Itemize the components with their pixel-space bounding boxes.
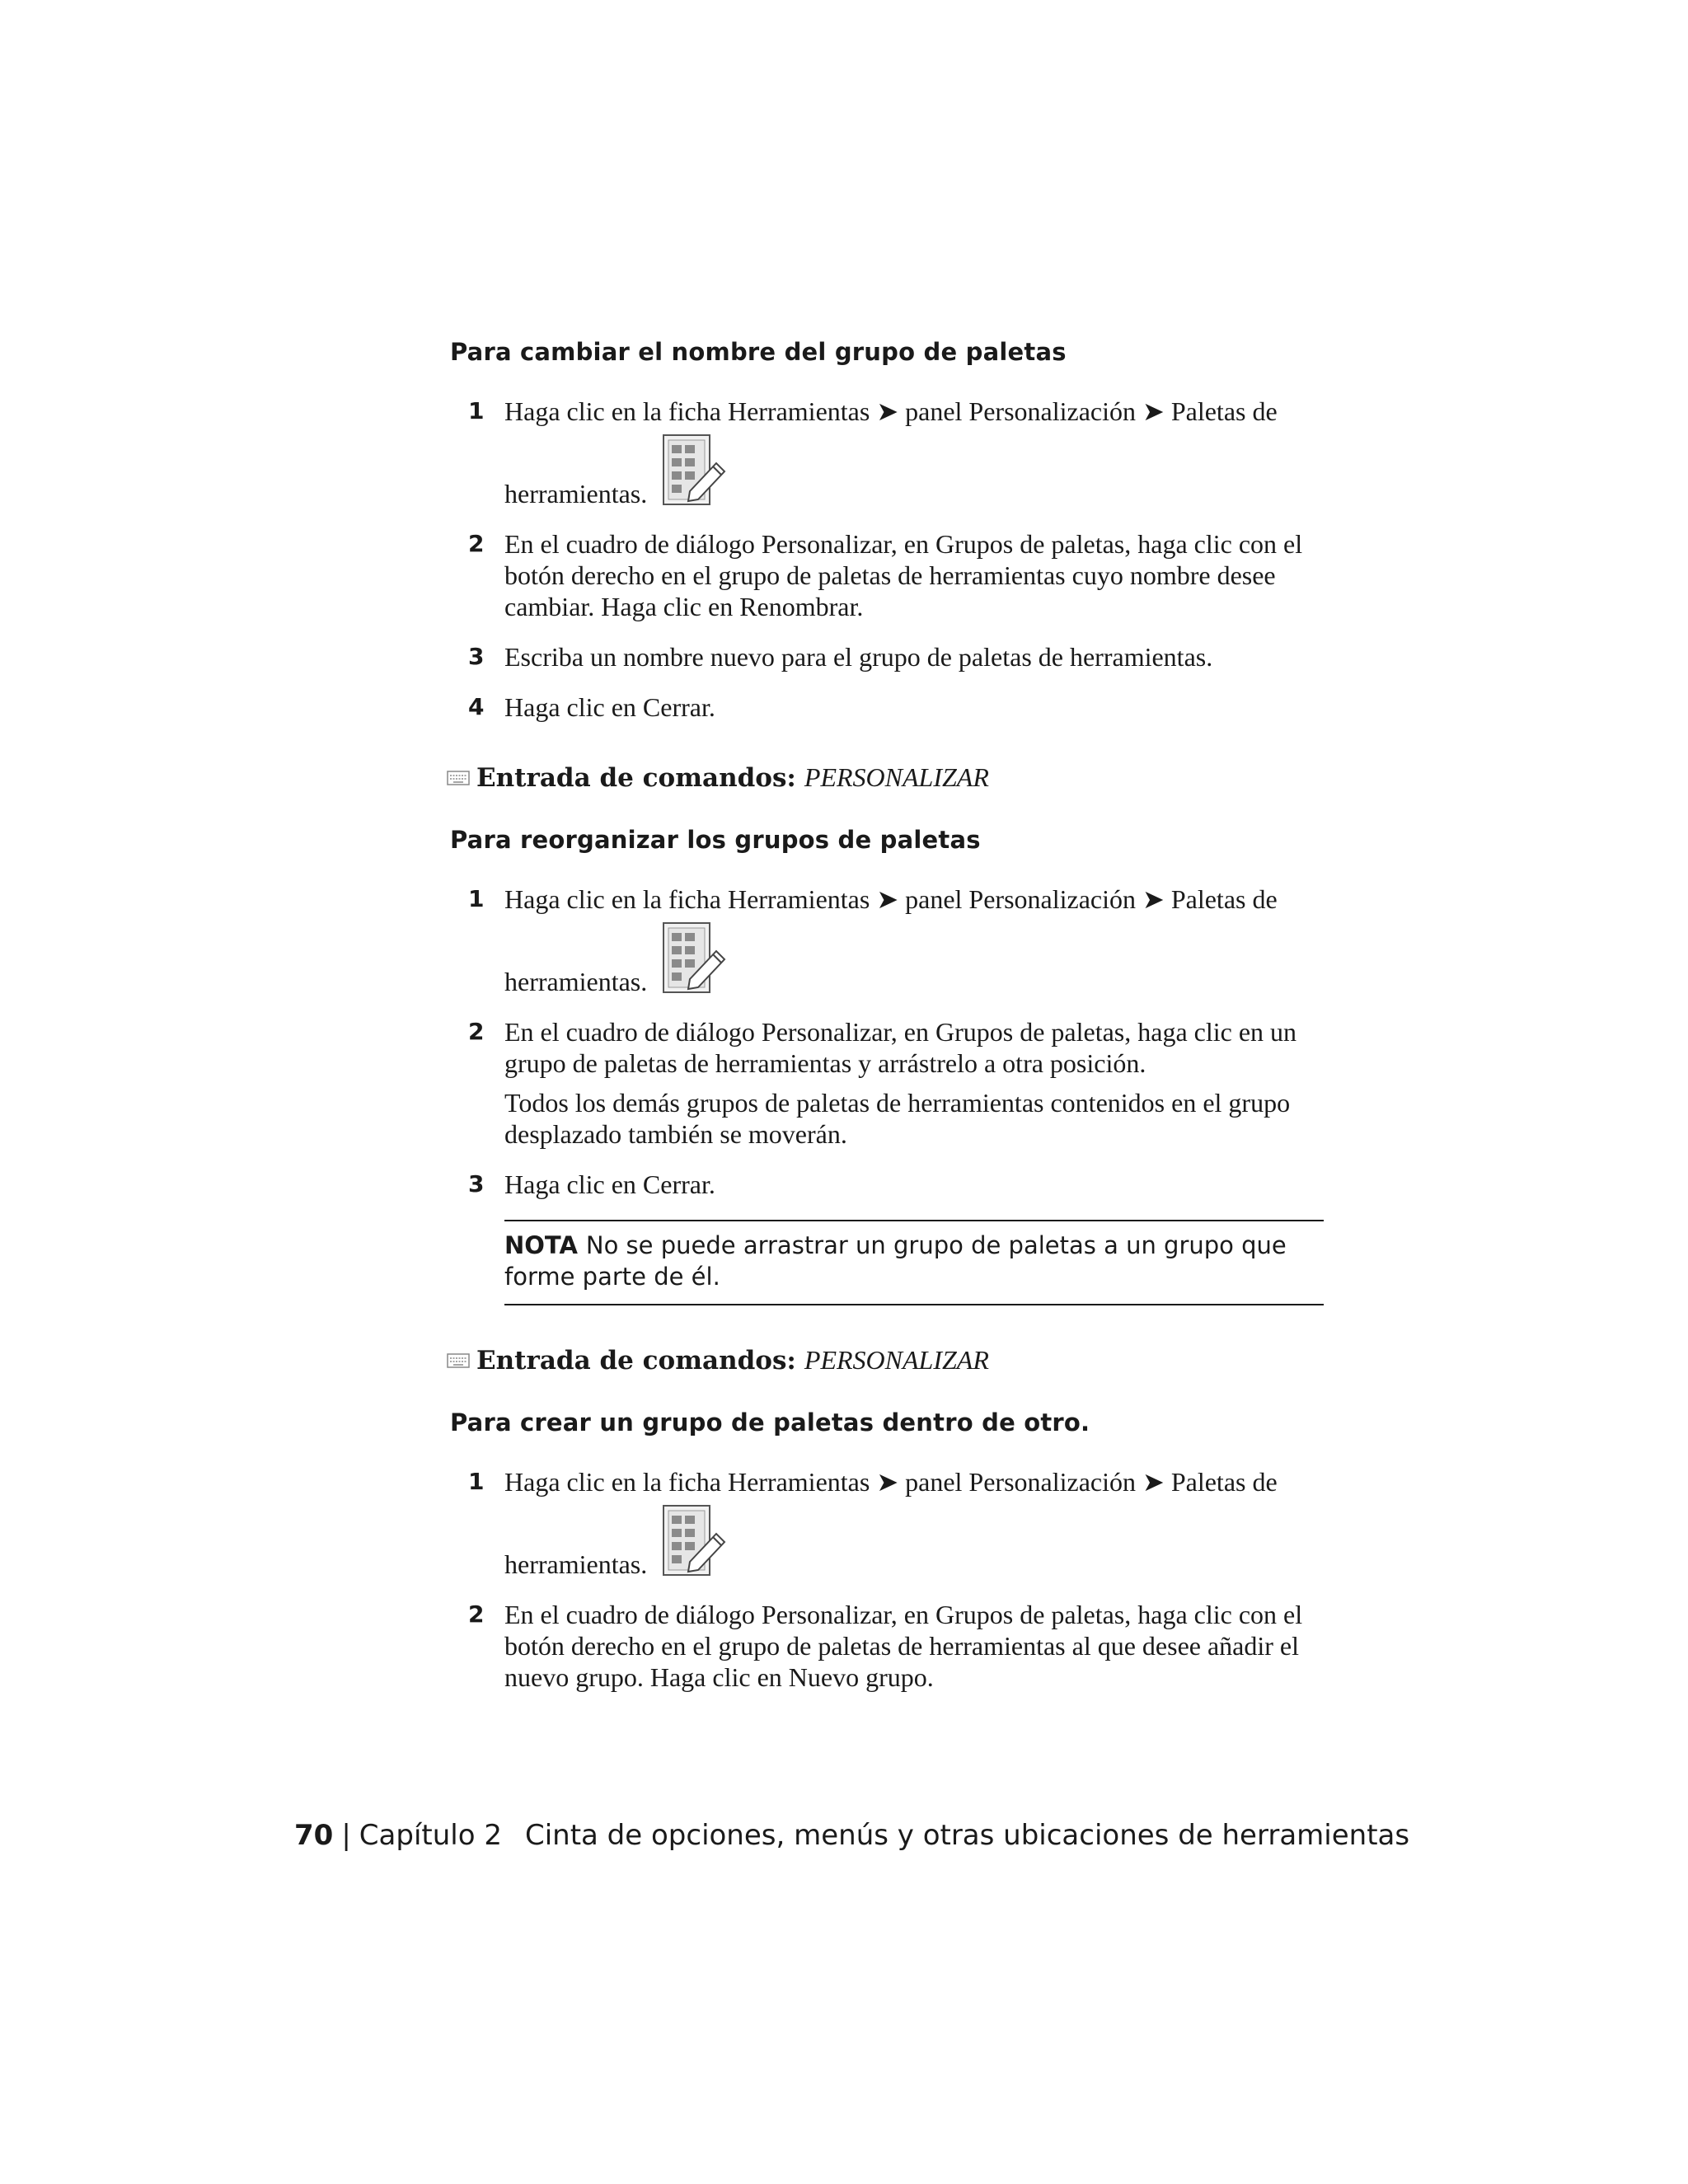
step-number: 2 — [468, 530, 485, 557]
step-list — [450, 883, 1324, 1200]
list-item — [450, 883, 1324, 997]
list-item — [450, 1016, 1324, 1150]
step-text: Haga clic en la ficha Herramientas ➤ panel Personalización ➤ Paletas de — [504, 396, 1278, 426]
step-text: Haga clic en la ficha Herramientas ➤ panel Personalización ➤ Paletas de — [504, 884, 1278, 914]
step-text: En el cuadro de diálogo Personalizar, en Grupos de paletas, haga clic en un grupo de paletas de herramientas y arrástrelo a otra posición. — [504, 1017, 1297, 1078]
list-item — [450, 528, 1324, 622]
step-text: Haga clic en Cerrar. — [504, 1169, 715, 1199]
step-text: herramientas. — [504, 1549, 648, 1579]
command-entry — [447, 1345, 1324, 1376]
step-text: Haga clic en Cerrar. — [504, 692, 715, 722]
step-text: En el cuadro de diálogo Personalizar, en Grupos de paletas, haga clic con el botón derecho en el grupo de paletas de herramientas al que desee añadir el nuevo grupo. Haga clic en Nuevo grupo. — [504, 1600, 1303, 1692]
step-text: En el cuadro de diálogo Personalizar, en Grupos de paletas, haga clic con el botón derecho en el grupo de paletas de herramientas cuyo nombre desee cambiar. Haga clic en Renombrar. — [504, 529, 1303, 621]
list-item — [450, 1599, 1324, 1693]
section-title: Para crear un grupo de paletas dentro de otro. — [450, 1408, 1090, 1436]
step-extra-text: Todos los demás grupos de paletas de herramientas contenidos en el grupo desplazado también se moverán. — [504, 1088, 1291, 1149]
step-number: 4 — [468, 693, 485, 720]
command-value: PERSONALIZAR — [804, 1345, 989, 1375]
command-label: Entrada de comandos: — [476, 1345, 796, 1376]
chapter-title: Cinta de opciones, menús y otras ubicaciones de herramientas — [524, 1819, 1410, 1852]
step-list — [450, 1466, 1324, 1693]
step-text: Escriba un nombre nuevo para el grupo de paletas de herramientas. — [504, 642, 1213, 672]
list-item — [450, 1169, 1324, 1200]
section-title: Para cambiar el nombre del grupo de paletas — [450, 338, 1067, 366]
step-number: 1 — [468, 397, 485, 424]
note-label: NOTA — [504, 1231, 578, 1259]
list-item — [450, 1466, 1324, 1580]
list-item — [450, 396, 1324, 509]
step-number: 1 — [468, 1468, 485, 1495]
note-box — [504, 1220, 1324, 1305]
step-number: 1 — [468, 885, 485, 912]
tool-palettes-icon — [662, 921, 728, 996]
step-number: 3 — [468, 643, 485, 670]
step-number: 2 — [468, 1018, 485, 1045]
command-label: Entrada de comandos: — [476, 762, 796, 793]
step-list — [450, 396, 1324, 723]
page-number: 70 — [294, 1819, 334, 1852]
tool-palettes-icon — [662, 1504, 728, 1578]
tool-palettes-icon — [662, 434, 728, 508]
step-text: herramientas. — [504, 967, 648, 996]
step-number: 3 — [468, 1170, 485, 1197]
list-item — [450, 691, 1324, 723]
command-value: PERSONALIZAR — [804, 762, 989, 792]
command-entry — [447, 762, 1324, 793]
step-number: 2 — [468, 1601, 485, 1628]
keyboard-icon — [447, 771, 470, 785]
list-item — [450, 641, 1324, 673]
page-content — [450, 338, 1324, 1712]
chapter-label: Capítulo 2 — [359, 1819, 502, 1852]
section-title: Para reorganizar los grupos de paletas — [450, 826, 981, 854]
step-text: herramientas. — [504, 479, 648, 509]
keyboard-icon — [447, 1353, 470, 1368]
step-text: Haga clic en la ficha Herramientas ➤ panel Personalización ➤ Paletas de — [504, 1467, 1278, 1497]
footer-separator: | — [341, 1819, 351, 1852]
note-text: No se puede arrastrar un grupo de paletas a un grupo que forme parte de él. — [504, 1231, 1287, 1291]
page-footer — [294, 1819, 1409, 1852]
